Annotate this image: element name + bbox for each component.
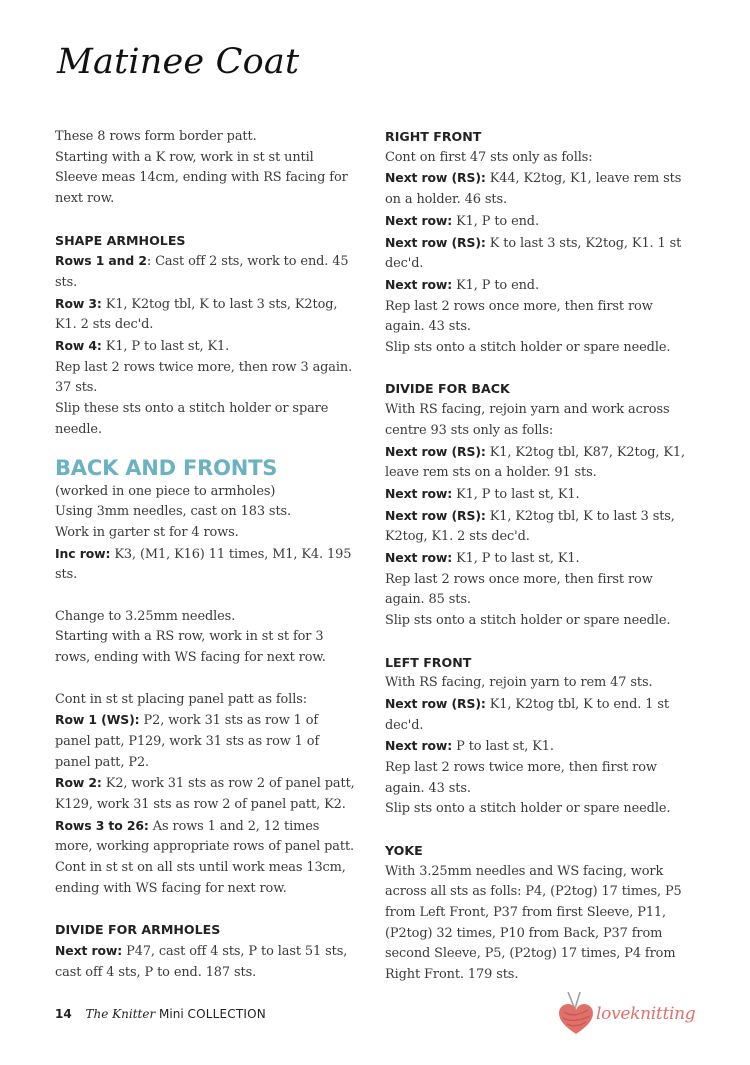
body-text: These 8 rows form border patt. [55,129,257,144]
row-text: K1, K2tog tbl, K87, K2tog, K1, leave rem sts on a holder. 91 sts. [385,444,686,481]
row-text: K1, P to end. [452,213,539,229]
instruction-row [385,484,690,506]
instruction-row [55,294,355,336]
major-heading: BACK AND FRONTS [55,455,278,480]
section-heading: RIGHT FRONT [385,129,482,144]
instruction-row [385,233,690,275]
row-label: Inc row: [55,545,111,561]
row-text: K1, P to last st, K1. [101,339,230,355]
right-column [385,127,690,986]
instruction-row [55,816,355,858]
row-label: Rows 3 to 26: [55,817,149,833]
body-text: Cont in st st on all sts until work meas 13cm, ending with WS facing for next row. [55,860,346,896]
left-column [55,127,355,983]
body-text: Slip sts onto a stitch holder or spare needle. [385,613,671,629]
collection-mini: Mini [159,1007,184,1021]
row-text: K1, P to last st, K1. [452,551,580,567]
row-text: K3, (M1, K16) 11 times, M1, K4. 195 sts. [55,546,352,583]
logo-text: loveknitting [596,1004,696,1024]
row-text: K1, K2tog tbl, K to end. 1 st dec'd. [385,696,669,733]
body-text: Rep last 2 rows twice more, then first row again. 43 sts. [385,760,657,796]
spacer [55,586,355,607]
page-title: Matinee Coat [57,42,300,82]
row-text: K44, K2tog, K1, leave rem sts on a holder. 46 sts. [385,171,682,208]
row-text: K1, K2tog tbl, K to last 3 sts, K2tog, K1. 2 sts dec'd. [385,508,675,545]
body-text: (worked in one piece to armholes) [55,483,276,499]
footer [55,1007,266,1021]
spacer [55,669,355,690]
body-text: With RS facing, rejoin yarn and work across centre 93 sts only as folls: [385,402,670,438]
body-text: Rep last 2 rows twice more, then row 3 again. 37 sts. [55,359,353,396]
body-text: Using 3mm needles, cast on 183 sts. [55,504,292,520]
body-text: Slip sts onto a stitch holder or spare needle. [385,801,671,817]
body-text: Cont in st st placing panel patt as folls: [55,691,307,707]
instruction-row [385,736,690,758]
body-text: Rep last 2 rows once more, then first row again. 85 sts. [385,571,653,608]
body-text: Starting with a RS row, work in st st for 3 rows, ending with WS facing for next row. [55,629,326,666]
spacer [55,210,355,231]
row-label: Next row: [385,550,453,566]
row-text: P to last st, K1. [452,739,554,755]
row-text: P2, work 31 sts as row 1 of panel patt, P129, work 31 sts as row 1 of panel patt, P2. [55,713,320,770]
body-text: Slip sts onto a stitch holder or spare needle. [385,340,671,356]
row-label: Next row (RS): [385,507,486,523]
row-label: Next row (RS): [385,443,486,459]
magazine-name: The Knitter [85,1007,156,1021]
body-text: Work in garter st for 4 rows. [55,524,239,540]
row-label: Next row: [385,485,453,501]
collection-label: COLLECTION [187,1007,266,1021]
row-text: As rows 1 and 2, 12 times more, working appropriate rows of panel patt. [55,818,355,855]
yarn-ball-heart-icon [556,990,600,1040]
row-label: Next row (RS): [385,170,486,186]
row-label: Row 3: [55,295,102,311]
page-number: 14 [55,1007,72,1021]
instruction-row [385,168,690,210]
row-text: K1, P to last st, K1. [452,486,580,502]
instruction-row [55,773,355,815]
instruction-row [385,694,690,736]
instruction-row [55,710,355,773]
instruction-row [385,548,690,570]
instruction-row [385,506,690,548]
spacer [55,900,355,921]
loveknitting-logo [556,990,716,1040]
spacer [385,820,690,841]
row-text: P47, cast off 4 sts, P to last 51 sts, cast off 4 sts, P to end. 187 sts. [55,943,348,980]
row-label: Rows 1 and 2 [55,253,147,269]
row-label: Row 1 (WS): [55,712,140,728]
body-text: Starting with a K row, work in st st until Sleeve meas 14cm, ending with RS facing for next row. [55,149,348,207]
row-label: Next row: [385,276,453,292]
row-label: Next row (RS): [385,234,486,250]
instruction-row [385,275,690,297]
body-text: Slip these sts onto a stitch holder or spare needle. [55,401,329,437]
row-text: K to last 3 sts, K2tog, K1. 1 st dec'd. [385,235,682,272]
section-heading: LEFT FRONT [385,654,472,670]
instruction-row [55,941,355,983]
row-label: Next row (RS): [385,695,486,711]
row-label: Next row: [385,738,453,754]
section-heading: SHAPE ARMHOLES [55,232,186,248]
row-text: : Cast off 2 sts, work to end. 45 sts. [55,254,349,290]
spacer [385,632,690,653]
instruction-row [385,442,690,484]
row-text: K2, work 31 sts as row 2 of panel patt, K129, work 31 sts as row 2 of panel patt, K2. [55,776,355,813]
instruction-row [55,336,355,358]
section-heading: YOKE [385,842,423,858]
section-heading: DIVIDE FOR ARMHOLES [55,922,221,938]
body-text: Rep last 2 rows once more, then first row again. 43 sts. [385,298,653,335]
instruction-row [55,251,355,293]
section-heading: DIVIDE FOR BACK [385,381,510,397]
spacer [385,359,690,380]
body-text: With 3.25mm needles and WS facing, work across all sts as folls: P4, (P2tog) 17 times, P5 from Left Front, P37 from first Sleeve, P11, (P2tog) 32 times, P10 from Back, P37 from second Sleeve, P5, (P2tog) 17 times, P4 from Right Front. 179 sts. [385,863,682,983]
row-text: K1, P to end. [452,277,539,293]
instruction-row [55,544,355,586]
spacer [55,441,355,454]
row-text: K1, K2tog tbl, K to last 3 sts, K2tog, K1. 2 sts dec'd. [55,296,338,333]
instruction-row [385,211,690,233]
body-text: Change to 3.25mm needles. [55,608,236,624]
body-text: With RS facing, rejoin yarn to rem 47 sts. [385,675,653,691]
row-label: Row 4: [55,338,102,354]
row-label: Next row: [55,942,123,958]
body-text: Cont on first 47 sts only as folls: [385,149,593,165]
row-label: Next row: [385,212,453,228]
row-label: Row 2: [55,775,102,791]
